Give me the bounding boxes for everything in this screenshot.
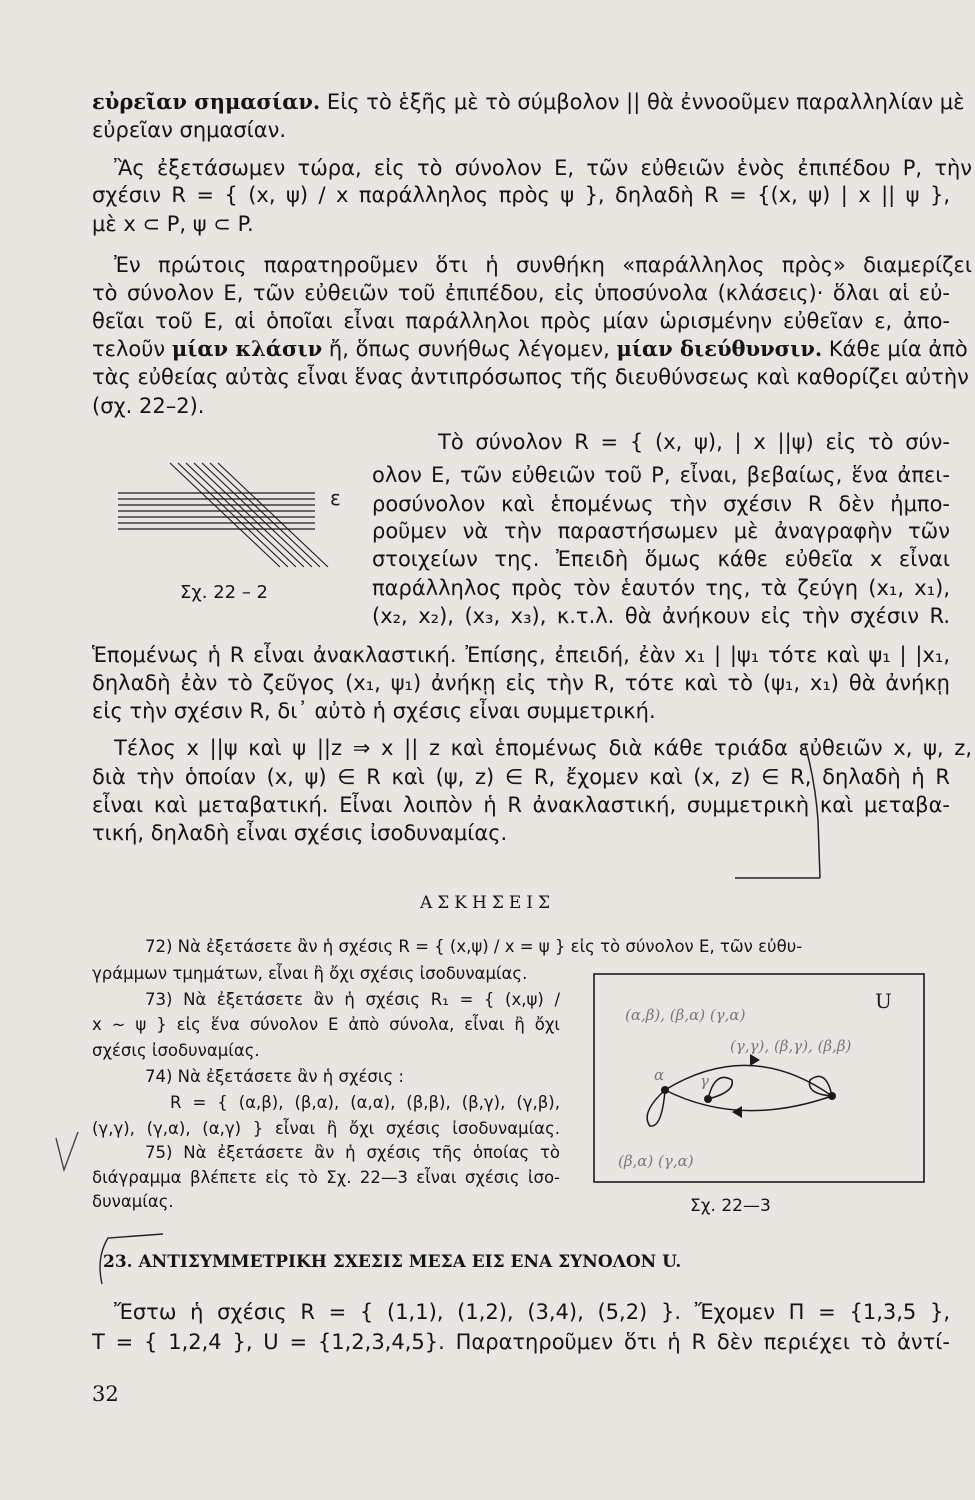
body-line-2: εὐρεῖαν σημασίαν.: [92, 118, 287, 142]
exercise-line-7: 75) Νὰ ἐξετάσετε ἂν ἡ σχέσις τῆς ὁποίας τὸ: [145, 1143, 560, 1162]
body-line-1: εὐρεῖαν σημασίαν. Εἰς τὸ ἑξῆς μὲ τὸ σύμβολον || θὰ ἐννοοῦμεν παραλληλίαν μὲ: [92, 89, 965, 114]
exercise-72-line-1: 72) Νὰ ἐξετάσετε ἂν ἡ σχέσις R = { (x,ψ) / x = ψ } εἰς τὸ σύνολον Ε, τῶν εὐθυ-: [145, 937, 803, 956]
figure-22-3-caption: Σχ. 22—3: [690, 1196, 771, 1216]
figure-22-2: [110, 455, 360, 595]
pencil-note-2: (γ,γ), (β,γ), (β,β): [730, 1037, 852, 1055]
pencil-point-alpha: α: [654, 1066, 665, 1084]
pencil-note-3: (β,α) (γ,α): [618, 1152, 694, 1170]
exercises-title: ΑΣΚΗΣΕΙΣ: [420, 893, 555, 913]
relation-points: [661, 1086, 836, 1103]
body-line-15: ροῦμεν νὰ τὴν παραστήσωμεν μὲ ἀναγραφὴν τῶν: [372, 519, 950, 543]
margin-check-mark: [52, 1130, 82, 1180]
body-line-10: τὰς εὐθείας αὐτὰς εἶναι ἕνας ἀντιπρόσωπος τῆς διευθύνσεως καὶ καθορίζει αὐτὴν: [92, 365, 969, 389]
body-line-3: Ἂς ἐξετάσωμεν τώρα, εἰς τὸ σύνολον Ε, τῶν εὐθειῶν ἑνὸς ἐπιπέδου Ρ, τὴν: [114, 156, 972, 180]
body-line-22: Τέλος x ||ψ καὶ ψ ||z ⇒ x || z καὶ ἑπομένως διὰ κάθε τριάδα εὐθειῶν x, ψ, z,: [114, 736, 972, 760]
exercise-line-2: x ∼ ψ } εἰς ἕνα σύνολον Ε ἀπὸ σύνολα, εἶναι ἢ ὄχι: [92, 1015, 560, 1034]
relation-arrows: [732, 1054, 760, 1118]
oblique-line-family: [170, 463, 328, 567]
body-line-8: θεῖαι τοῦ Ε, αἱ ὁποῖαι εἶναι παράλληλοι πρὸς μίαν ὡρισμένην εὐθεῖαν ε, ἀπο-: [92, 309, 950, 333]
body-line-6: Ἐν πρώτοις παρατηροῦμεν ὅτι ἡ συνθήκη «παράλληλος πρὸς» διαμερίζει: [114, 253, 972, 277]
pencil-bracket: [730, 740, 840, 890]
page-number: 32: [92, 1382, 119, 1406]
exercise-line-8: διάγραμμα βλέπετε εἰς τὸ Σχ. 22—3 εἶναι σχέσις ἰσο-: [92, 1168, 560, 1187]
relation-arcs: [647, 1065, 832, 1126]
exercise-line-5: R = { (α,β), (β,α), (α,α), (β,β), (β,γ), (γ,β),: [170, 1093, 560, 1112]
pencil-point-gamma: γ: [700, 1072, 709, 1090]
exercise-line-1: 73) Νὰ ἐξετάσετε ἂν ἡ σχέσις R₁ = { (x,ψ) /: [145, 990, 560, 1009]
body-line-5: μὲ x ⊂ P, ψ ⊂ P.: [92, 212, 254, 236]
final-line-1: Ἔστω ἡ σχέσις R = { (1,1), (1,2), (3,4), (5,2) }. Ἔχομεν Π = {1,3,5 },: [114, 1300, 950, 1324]
body-line-17: παράλληλος πρὸς τὸν ἑαυτόν της, τὰ ζεύγη (x₁, x₁),: [372, 576, 950, 600]
section-23-heading: 23. ΑΝΤΙΣΥΜΜΕΤΡΙΚΗ ΣΧΕΣΙΣ ΜΕΣΑ ΕΙΣ ΕΝΑ ΣΥΝΟΛΟΝ U.: [103, 1252, 682, 1272]
final-line-2: Τ = { 1,2,4 }, U = {1,2,3,4,5}. Παρατηροῦμεν ὅτι ἡ R δὲν περιέχει τὸ ἀντί-: [92, 1330, 950, 1354]
body-line-13: ολον Ε, τῶν εὐθειῶν τοῦ Ρ, εἶναι, βεβαίως, ἕνα ἀπει-: [372, 463, 950, 487]
body-line-18: (x₂, x₂), (x₃, x₃), κ.τ.λ. θὰ ἀνήκουν εἰς τὴν σχέσιν R.: [372, 604, 950, 628]
body-line-25: τική, δηλαδὴ εἶναι σχέσις ἰσοδυναμίας.: [92, 821, 508, 845]
horizontal-line-family: [118, 493, 315, 529]
body-line-20: δηλαδὴ ἐὰν τὸ ζεῦγος (x₁, ψ₁) ἀνήκῃ εἰς τὴν R, τότε καὶ τὸ (ψ₁, x₁) θὰ ἀνήκῃ: [92, 671, 950, 695]
exercise-line-6: (γ,γ), (γ,α), (α,γ) } εἶναι ἢ ὄχι σχέσις ἰσοδυναμίας.: [92, 1119, 560, 1138]
body-line-24: εἶναι καὶ μεταβατική. Εἶναι λοιπὸν ἡ R ἀνακλαστική, συμμετρικὴ καὶ μεταβα-: [92, 793, 950, 817]
figure-22-2-caption: Σχ. 22 – 2: [180, 582, 269, 603]
set-U-label: U: [875, 989, 892, 1013]
body-line-4: σχέσιν R = { (x, ψ) / x παράλληλος πρὸς ψ }, δηλαδὴ R = {(x, ψ) | x || ψ },: [92, 183, 950, 207]
exercise-line-4: 74) Νὰ ἐξετάσετε ἂν ἡ σχέσις :: [145, 1067, 404, 1086]
body-line-19: Ἑπομένως ἡ R εἶναι ἀνακλαστική. Ἐπίσης, ἐπειδή, ἐὰν x₁ | |ψ₁ τότε καὶ ψ₁ | |x₁,: [92, 643, 950, 667]
figure-22-3: [590, 968, 940, 1230]
body-line-23: διὰ τὴν ὁποίαν (x, ψ) ∈ R καὶ (ψ, z) ∈ R, ἔχομεν καὶ (x, z) ∈ R, δηλαδὴ ἡ R: [92, 765, 950, 789]
body-line-16: στοιχείων της. Ἐπειδὴ ὅμως κάθε εὐθεῖα x εἶναι: [372, 547, 950, 571]
pencil-note-1: (α,β), (β,α) (γ,α): [625, 1006, 746, 1024]
epsilon-label: ε: [330, 486, 341, 510]
margin-mark: [40, 1168, 41, 1169]
body-line-21: εἰς τὴν σχέσιν R, δι᾽ αὐτὸ ἡ σχέσις εἶναι συμμετρική.: [92, 699, 656, 723]
body-line-12: Τὸ σύνολον R = { (x, ψ), | x ||ψ) εἰς τὸ σύν-: [438, 430, 950, 454]
body-line-14: ροσύνολον καὶ ἑπομένως τὴν σχέσιν R δὲν ἠμπο-: [372, 492, 950, 516]
body-line-11: (σχ. 22–2).: [92, 394, 205, 418]
exercise-line-3: σχέσις ἰσοδυναμίας.: [92, 1041, 260, 1060]
exercise-72-line-2: γράμμων τμημάτων, εἶναι ἢ ὄχι σχέσις ἰσοδυναμίας.: [92, 964, 528, 983]
body-line-7: τὸ σύνολον Ε, τῶν εὐθειῶν τοῦ ἐπιπέδου, εἰς ὑποσύνολα (κλάσεις)· ὅλαι αἱ εὐ-: [92, 281, 950, 305]
body-line-9: τελοῦν μίαν κλάσιν ἤ, ὅπως συνήθως λέγομεν, μίαν διεύθυνσιν. Κάθε μία ἀπὸ: [92, 336, 968, 361]
exercise-line-9: δυναμίας.: [92, 1192, 174, 1211]
